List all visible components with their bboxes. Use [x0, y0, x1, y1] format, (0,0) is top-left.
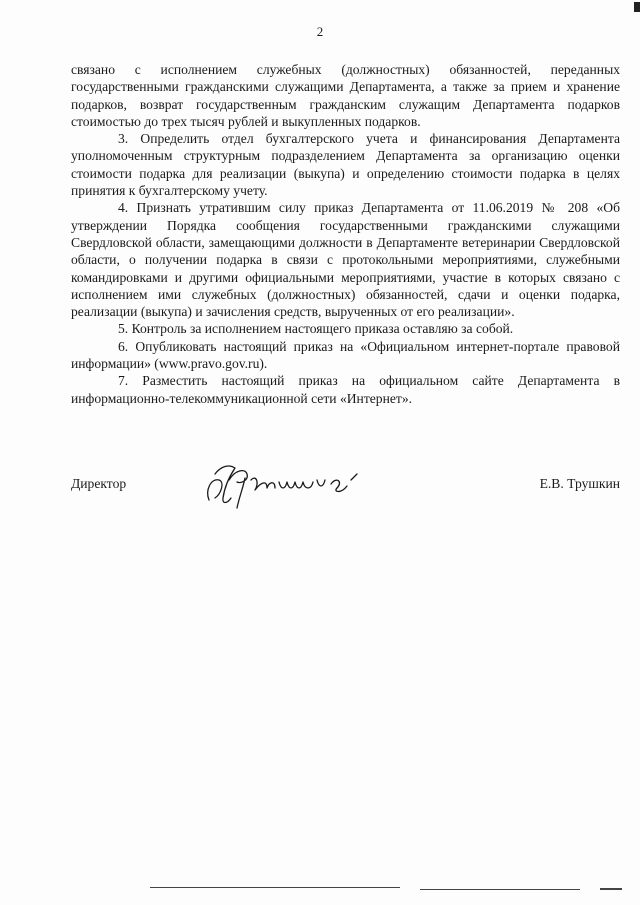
handwritten-signature — [201, 460, 371, 510]
paragraph-item-7: 7. Разместить настоящий приказ на официальном сайте Департамента в информационно-телекоммуникационной сети «Интернет». — [71, 373, 620, 406]
signature-block — [71, 476, 620, 516]
document-body — [71, 61, 620, 407]
scan-edge-line — [150, 887, 400, 888]
paragraph-item-5: 5. Контроль за исполнением настоящего приказа оставляю за собой. — [118, 321, 514, 337]
scan-edge-line — [600, 888, 622, 890]
signer-name: Е.В. Трушкин — [539, 476, 620, 491]
page-number: 2 — [316, 24, 324, 39]
paragraph-item-4: 4. Признать утратившим силу приказ Департамента от 11.06.2019 № 208 «Об утверждении Порядка сообщения государственными гражданскими служащими Свердловской области, замещающими должности в Департаменте ветеринарии Свердловской области, о получении подарка в связи с протокольными мероприятиями, служебными командировками и другими официальными мероприятиями, участие в которых связано с исполнением ими служебных (должностных) обязанностей, сдачи и оценки подарка, реализации (выкупа) и зачисления средств, вырученных от его реализации». — [71, 200, 620, 320]
paragraph-item-3: 3. Определить отдел бухгалтерского учета и финансирования Департамента уполномоченным структурным подразделением Департамента за организацию оценки стоимости подарка для реализации (выкупа) и определению стоимости подарка в целях принятия к бухгалтерскому учету. — [71, 131, 620, 199]
signer-position: Директор — [71, 476, 127, 491]
scan-corner-mark — [634, 2, 640, 12]
paragraph-continuation: связано с исполнением служебных (должностных) обязанностей, переданных государственными гражданскими служащими Департамента, а также за прием и хранение подарков, возврат государственным гражданским служащим Департамента подарков стоимостью до трех тысяч рублей и выкупленных подарков. — [71, 62, 620, 129]
scan-edge-line — [420, 889, 580, 890]
paragraph-item-6: 6. Опубликовать настоящий приказ на «Официальном интернет-портале правовой информации» (www.pravo.gov.ru). — [71, 338, 620, 372]
